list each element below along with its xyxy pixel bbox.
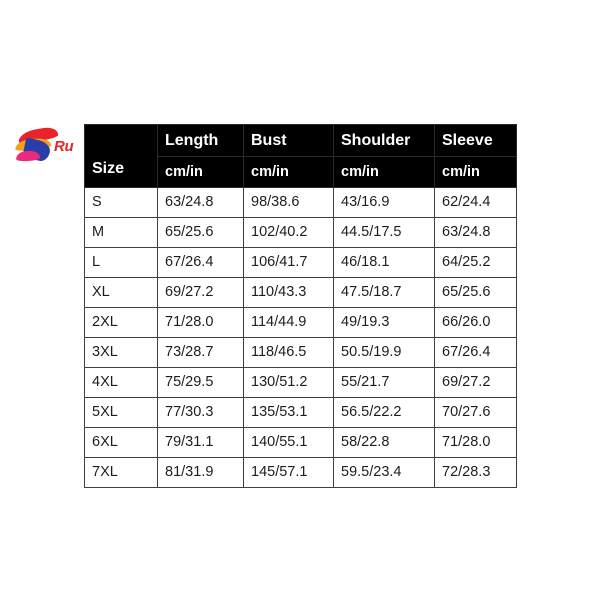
cell-sleeve: 65/25.6 — [435, 278, 517, 308]
cell-bust: 106/41.7 — [244, 248, 334, 278]
cell-sleeve: 66/26.0 — [435, 308, 517, 338]
cell-sleeve: 62/24.4 — [435, 188, 517, 218]
cell-bust: 140/55.1 — [244, 428, 334, 458]
cell-length: 69/27.2 — [158, 278, 244, 308]
cell-sleeve: 72/28.3 — [435, 458, 517, 488]
cell-size: 6XL — [85, 428, 158, 458]
cell-sleeve: 63/24.8 — [435, 218, 517, 248]
cell-length: 73/28.7 — [158, 338, 244, 368]
cell-size: 4XL — [85, 368, 158, 398]
cell-size: 2XL — [85, 308, 158, 338]
cell-size: L — [85, 248, 158, 278]
cell-length: 71/28.0 — [158, 308, 244, 338]
cell-length: 77/30.3 — [158, 398, 244, 428]
cell-shoulder: 44.5/17.5 — [334, 218, 435, 248]
cell-length: 65/25.6 — [158, 218, 244, 248]
cell-length: 63/24.8 — [158, 188, 244, 218]
cell-bust: 118/46.5 — [244, 338, 334, 368]
table-body — [85, 188, 517, 488]
header-bust: Bust — [244, 125, 334, 157]
cell-shoulder: 58/22.8 — [334, 428, 435, 458]
cell-length: 79/31.1 — [158, 428, 244, 458]
table-row — [85, 248, 517, 278]
table-row — [85, 338, 517, 368]
cell-sleeve: 69/27.2 — [435, 368, 517, 398]
header-shoulder-unit: cm/in — [334, 157, 435, 188]
table-row — [85, 458, 517, 488]
cell-shoulder: 49/19.3 — [334, 308, 435, 338]
table-row — [85, 218, 517, 248]
cell-bust: 98/38.6 — [244, 188, 334, 218]
header-length-unit: cm/in — [158, 157, 244, 188]
cell-bust: 102/40.2 — [244, 218, 334, 248]
header-shoulder: Shoulder — [334, 125, 435, 157]
cell-bust: 130/51.2 — [244, 368, 334, 398]
cell-shoulder: 47.5/18.7 — [334, 278, 435, 308]
cell-length: 81/31.9 — [158, 458, 244, 488]
cell-shoulder: 46/18.1 — [334, 248, 435, 278]
cell-shoulder: 50.5/19.9 — [334, 338, 435, 368]
cell-size: XL — [85, 278, 158, 308]
cell-sleeve: 70/27.6 — [435, 398, 517, 428]
cell-size: 5XL — [85, 398, 158, 428]
cell-length: 67/26.4 — [158, 248, 244, 278]
table-row — [85, 308, 517, 338]
cell-sleeve: 71/28.0 — [435, 428, 517, 458]
brand-wordmark: Ru — [54, 138, 74, 155]
table-row — [85, 368, 517, 398]
size-chart-table — [84, 124, 517, 488]
cell-size: S — [85, 188, 158, 218]
cell-bust: 135/53.1 — [244, 398, 334, 428]
header-bust-unit: cm/in — [244, 157, 334, 188]
cell-shoulder: 55/21.7 — [334, 368, 435, 398]
cell-shoulder: 56.5/22.2 — [334, 398, 435, 428]
cell-shoulder: 43/16.9 — [334, 188, 435, 218]
table-row — [85, 398, 517, 428]
cell-bust: 145/57.1 — [244, 458, 334, 488]
table-row — [85, 188, 517, 218]
table-row — [85, 278, 517, 308]
cell-size: M — [85, 218, 158, 248]
table-header-row-titles — [85, 125, 517, 157]
cell-shoulder: 59.5/23.4 — [334, 458, 435, 488]
table-header — [85, 125, 517, 188]
header-sleeve: Sleeve — [435, 125, 517, 157]
cell-sleeve: 64/25.2 — [435, 248, 517, 278]
header-length: Length — [158, 125, 244, 157]
cell-size: 7XL — [85, 458, 158, 488]
header-sleeve-unit: cm/in — [435, 157, 517, 188]
cell-size: 3XL — [85, 338, 158, 368]
cell-bust: 114/44.9 — [244, 308, 334, 338]
table-row — [85, 428, 517, 458]
header-size: Size — [85, 125, 158, 188]
cell-bust: 110/43.3 — [244, 278, 334, 308]
cell-sleeve: 67/26.4 — [435, 338, 517, 368]
cell-length: 75/29.5 — [158, 368, 244, 398]
